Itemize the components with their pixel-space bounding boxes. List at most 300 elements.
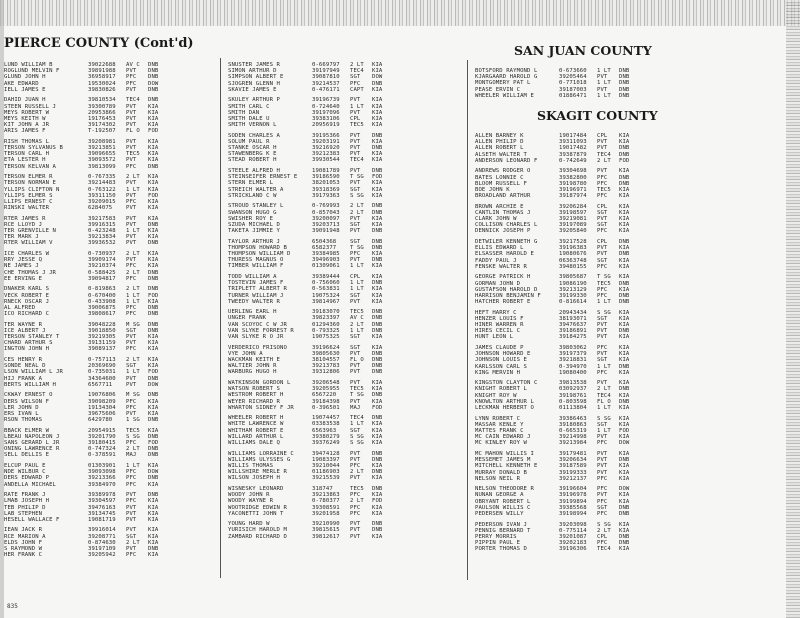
record-status: KIA (619, 228, 630, 235)
record-rank: PVT (597, 245, 608, 252)
record-status: DNB (372, 257, 383, 264)
record-name: KNOWLTON ARTHUR L (475, 398, 534, 405)
record-status: DNB (372, 456, 383, 463)
record-name: MEYS KEITH W (4, 115, 46, 122)
record-status: DOW (148, 80, 159, 87)
record-status: DNB (148, 417, 159, 424)
record-status: DNB (148, 446, 159, 453)
record-group (228, 239, 388, 270)
record-name: SANS GERARD L JR (4, 440, 60, 447)
record-name: STROUD STANLEY L (228, 203, 284, 210)
record-status: KIA (148, 516, 159, 523)
record-status: DNB (372, 450, 383, 457)
record-service-number: 0-378591 (88, 452, 116, 459)
record-rank: PVT (597, 328, 608, 335)
record-group (228, 521, 388, 540)
record-name: ONING LAWRENCE R (4, 446, 60, 453)
record-row (475, 93, 635, 99)
record-name: TOSTEVIN JAMES F (228, 280, 284, 287)
record-rank: 1 LT (126, 462, 140, 469)
record-service-number: 6429780 (88, 417, 113, 424)
record-service-number: 39208771 (88, 533, 116, 540)
record-row (475, 476, 635, 482)
record-name: PIPPIN PAUL E (475, 540, 521, 547)
record-service-number: 20953866 (88, 109, 116, 116)
record-status: KIA (148, 215, 159, 222)
record-rank: PFC (597, 180, 608, 187)
record-group (475, 345, 635, 376)
record-name: STERN ELMER L (228, 180, 274, 187)
record-name: RSON THOMAS (4, 417, 43, 424)
record-group (228, 345, 388, 376)
record-name: BBACK ELMER W (4, 427, 50, 434)
record-service-number: 39214537 (312, 80, 340, 87)
record-rank: TEC5 (350, 309, 364, 316)
record-status: KIA (148, 334, 159, 341)
record-service-number: 03383538 (312, 421, 340, 428)
record-status: KIA (148, 205, 159, 212)
record-status: DNB (372, 309, 383, 316)
record-name: PAULSON WILLIS C (475, 504, 531, 511)
record-service-number: 39808617 (88, 311, 116, 318)
record-rank: PVT (126, 381, 137, 388)
record-name: KNIGHT ROY W (475, 392, 517, 399)
record-service-number: 39214483 (88, 180, 116, 187)
record-rank: PFC (597, 292, 608, 299)
record-service-number: 39916315 (88, 221, 116, 228)
record-rank: 1 LT (597, 92, 611, 99)
record-service-number: 19081789 (312, 167, 340, 174)
record-status: KIA (372, 433, 383, 440)
record-status: KIA (148, 427, 159, 434)
record-row (4, 240, 164, 246)
record-name: RNECK OSCAR J (4, 298, 50, 305)
record-name: MATTES FRANK C (475, 428, 524, 434)
record-row (228, 534, 388, 540)
skagit-county-heading: SKAGIT COUNTY (537, 108, 658, 123)
record-status: KIA (148, 251, 159, 258)
record-rank: SGT (350, 344, 361, 351)
record-service-number: 0-763122 (88, 186, 116, 193)
record-service-number: 19086190 (559, 280, 587, 287)
record-rank: PVT (597, 86, 608, 93)
record-service-number: 39197096 (312, 109, 340, 116)
record-rank: PVT (126, 192, 137, 199)
record-status: DNB (619, 363, 630, 370)
record-status: KIA (372, 221, 383, 228)
record-group (4, 139, 164, 170)
record-name: MITCHELL KENNETH E (475, 463, 538, 470)
record-status: DNB (148, 86, 159, 93)
record-status: KIA (372, 138, 383, 145)
record-name: LMAB JOSEPH H (4, 498, 50, 505)
record-name: WATKINSON GORDON L (228, 379, 291, 386)
record-rank: CPL (350, 273, 361, 280)
record-rank: PVT (597, 457, 608, 464)
record-rank: 1 LT (597, 363, 611, 370)
record-status: DNB (148, 327, 159, 334)
record-rank: 2 LT (350, 203, 364, 210)
record-group (4, 527, 164, 558)
record-status: KIA (148, 533, 159, 540)
record-status: KIA (148, 357, 159, 363)
record-rank: PVT (126, 492, 137, 499)
record-service-number: 03092937 (559, 386, 587, 393)
record-status: DNB (148, 275, 159, 282)
record-rank: PVT (126, 122, 137, 129)
record-service-number: 39216920 (312, 145, 340, 152)
record-status: KIA (372, 109, 383, 116)
record-status: KIA (148, 180, 159, 187)
record-rank: PVT (350, 527, 361, 534)
record-service-number: 39805630 (312, 350, 340, 357)
record-row (228, 440, 388, 446)
record-name: PEASE ERVIN C (475, 86, 521, 93)
record-name: STRICKLAND C W (228, 192, 277, 199)
record-name: NE JAMES J (4, 263, 39, 270)
record-name: YLLIPS ELMER S (4, 192, 53, 199)
record-rank: SGT (597, 257, 608, 264)
record-rank: SGT (126, 533, 137, 540)
record-service-number: 39187589 (559, 463, 587, 470)
record-name: STEAD ROBERT H (228, 157, 277, 164)
record-name: LER JOHN D (4, 404, 39, 411)
record-status: DNB (372, 167, 383, 174)
record-service-number: 39210990 (312, 521, 340, 528)
record-service-number: 0-780377 (312, 498, 340, 505)
record-status: KIA (372, 62, 383, 68)
record-name: TAYLOR ARTHUR J (228, 238, 281, 245)
record-rank: S SG (350, 192, 364, 199)
record-status: DOW (148, 469, 159, 476)
record-rank: PVT (126, 221, 137, 228)
record-service-number: 39087810 (312, 74, 340, 81)
record-service-number: 39201958 (312, 510, 340, 517)
record-service-number: 39186891 (559, 328, 587, 335)
record-service-number: 39201790 (88, 433, 116, 440)
record-rank: PFC (597, 498, 608, 505)
record-rank: T SG (597, 274, 611, 281)
record-service-number: 39134745 (88, 510, 116, 517)
record-service-number: 39203098 (559, 521, 587, 528)
record-status: DNB (619, 299, 630, 306)
record-rank: PVT (126, 215, 137, 222)
record-name: MURRAY DONALD B (475, 469, 528, 476)
record-status: KIA (372, 379, 383, 386)
record-rank: PVT (126, 180, 137, 187)
record-service-number: 0-735031 (88, 369, 116, 376)
record-rank: TEC5 (350, 122, 364, 129)
record-service-number: 39930544 (312, 157, 340, 164)
record-status: DNB (148, 68, 159, 75)
record-rank: 2 LT (350, 498, 364, 505)
record-rank: TEC5 (350, 485, 364, 492)
record-service-number: 39385568 (559, 504, 587, 511)
record-row (4, 128, 164, 134)
record-rank: PVT (350, 180, 361, 187)
record-rank: 1 LT (126, 186, 140, 193)
record-status: KIA (619, 209, 630, 216)
record-name: GORMAN JOHN D (475, 280, 521, 287)
record-status: KIA (148, 527, 159, 534)
record-name: EE ERVING E (4, 275, 43, 282)
record-status: DNB (148, 433, 159, 440)
record-service-number: 39212383 (312, 151, 340, 158)
record-status: DOW (619, 486, 630, 493)
record-rank: 2 LT (126, 286, 140, 293)
record-rank: SGT (126, 327, 137, 334)
record-status: KIA (148, 198, 159, 205)
record-rank: S SG (350, 433, 364, 440)
record-name: AKE EDWARD (4, 80, 39, 87)
record-name: ALLEN ROBERT L (475, 145, 524, 152)
record-rank: SGT (350, 74, 361, 81)
record-rank: PVT (350, 450, 361, 457)
record-rank: M SG (126, 321, 140, 328)
record-row (4, 517, 164, 523)
record-service-number: 39219081 (559, 216, 587, 223)
record-name: ANDELLA MICHAEL (4, 481, 57, 488)
record-rank: 2 LT (597, 386, 611, 393)
record-service-number: 0-394970 (559, 363, 587, 370)
record-status: DNB (372, 244, 383, 251)
record-name: FENSKE WALTER R (475, 263, 528, 270)
record-name: LAB STEPHEN (4, 510, 43, 517)
record-name: STANKE OSCAR H (228, 145, 277, 152)
record-service-number: 39812617 (312, 533, 340, 540)
column-divider-2 (467, 60, 468, 580)
record-name: TAKETA JIMMIE Y (228, 228, 281, 235)
record-service-number: 39180415 (88, 440, 116, 447)
record-status: KIA (372, 215, 383, 222)
record-name: LSON WILLIAM L JR (4, 369, 63, 376)
record-name: TER GRENVILLE N (4, 228, 57, 235)
record-name: YLLIPS CLIFTON N (4, 186, 60, 193)
record-status: KIA (619, 309, 630, 316)
record-service-number: 39208981 (88, 138, 116, 145)
record-name: WILLIAMS LORRAINE C (228, 450, 294, 457)
record-name: STEELE ALFRED H (228, 167, 281, 174)
record-rank: S SG (350, 440, 364, 447)
record-rank: 1 LT (350, 263, 364, 270)
record-group (4, 97, 164, 134)
record-rank: 1 LT (597, 428, 611, 434)
record-service-number: 39205464 (559, 74, 587, 81)
record-name: WILSON JOSEPH H (228, 475, 281, 482)
record-rank: PVT (350, 363, 361, 370)
record-status: KIA (148, 462, 159, 469)
record-rank: SGT (597, 421, 608, 428)
record-name: RATE FRANK J (4, 492, 46, 499)
record-group (4, 251, 164, 282)
record-name: LYNN ROBERT C (475, 415, 521, 422)
record-status: DNB (619, 398, 630, 405)
record-name: FADDY PAUL J (475, 257, 517, 264)
record-row (228, 228, 388, 234)
record-service-number: 20943434 (559, 309, 587, 316)
record-name: SODEN CHARLES A (228, 132, 281, 139)
record-status: DOW (148, 381, 159, 388)
record-row (4, 276, 164, 282)
record-rank: SGT (597, 315, 608, 322)
record-service-number: 19074457 (312, 415, 340, 422)
record-row (228, 299, 388, 305)
record-name: ARIS JAMES F (4, 128, 46, 135)
record-status: KIA (372, 86, 383, 93)
record-name: TERSON STANLEY T (4, 334, 60, 341)
record-service-number: 39384970 (88, 481, 116, 488)
record-name: HESELL WALLACE F (4, 516, 60, 523)
record-row (475, 299, 635, 305)
record-status: KIA (148, 404, 159, 411)
record-rank: PVT (126, 68, 137, 75)
record-name: BROWN ARCHIE E (475, 203, 524, 210)
record-service-number: 39916014 (88, 527, 116, 534)
record-name: STEEN RUSSELL J (4, 103, 57, 110)
record-status: KIA (372, 292, 383, 299)
record-name: NUNAN GEORGE A (475, 492, 524, 499)
record-name: PEDERSON IVAN J (475, 521, 528, 528)
record-group (475, 380, 635, 411)
record-service-number: 01303901 (88, 462, 116, 469)
record-service-number: 39183070 (312, 309, 340, 316)
record-group (228, 203, 388, 234)
record-status: FOD (148, 440, 159, 447)
record-rank: PFC (126, 263, 137, 270)
record-name: ALSETH WALTER T (475, 151, 528, 158)
record-name: ELDS JOHN F (4, 539, 43, 546)
record-name: TERSON CARL H (4, 151, 50, 158)
record-status: KIA (372, 533, 383, 540)
san-juan-column (475, 68, 635, 103)
record-group (475, 133, 635, 164)
record-name: TRIPLETT ALBERT R (228, 286, 287, 293)
record-rank: PVT (597, 251, 608, 258)
record-status: KIA (148, 363, 159, 370)
record-status: KIA (619, 405, 630, 412)
record-name: VAN SLYKE FORREST R (228, 327, 294, 334)
record-status: KIA (619, 334, 630, 341)
record-service-number: 39196604 (559, 486, 587, 493)
record-status: DNB (372, 415, 383, 422)
record-status: KIA (619, 203, 630, 210)
record-status: FOD (619, 428, 630, 434)
record-name: NDE WILBUR C (4, 469, 46, 476)
record-name: JAMES CLAUDE P (475, 344, 524, 351)
record-group (475, 168, 635, 199)
record-status: KIA (372, 504, 383, 511)
record-group (475, 451, 635, 482)
record-row (475, 158, 635, 164)
record-status: KIA (148, 298, 159, 305)
record-rank: 1 LT (126, 298, 140, 305)
record-status: DNB (619, 280, 630, 287)
record-rank: FL O (597, 398, 611, 405)
record-name: ICO RICHARD C (4, 311, 50, 318)
record-name: PEDERSEN WILLY (475, 511, 524, 518)
record-rank: 2 LT (126, 174, 140, 181)
record-rank: PVT (126, 86, 137, 93)
record-status: KIA (619, 193, 630, 200)
record-name: WEYER RICHARD R (228, 398, 281, 405)
record-name: VAN SLYKE R O JR (228, 334, 284, 341)
record-rank: PFC (350, 80, 361, 87)
record-rank: PVT (126, 410, 137, 417)
record-status: DNB (148, 492, 159, 499)
record-name: THOMPSON HOWARD B (228, 244, 287, 251)
record-rank: PFC (597, 475, 608, 482)
record-service-number: 39197949 (312, 68, 340, 75)
record-status: KIA (372, 386, 383, 393)
record-name: SIMON ARTHUR D (228, 68, 277, 75)
record-rank: 1 LT (597, 405, 611, 412)
record-status: FOD (372, 498, 383, 505)
record-status: KIA (372, 510, 383, 517)
record-rank: CPL (597, 533, 608, 540)
record-service-number: 39386463 (559, 415, 587, 422)
record-name: RRY JESSE Q (4, 257, 43, 264)
record-status: KIA (148, 103, 159, 110)
record-name: MONTGOMERY PAT L (475, 80, 531, 87)
record-rank: 1 LT (350, 103, 364, 110)
record-rank: PVT (597, 74, 608, 81)
record-service-number: 39218831 (559, 357, 587, 364)
record-status: DNB (148, 304, 159, 311)
record-service-number: 0-757113 (88, 357, 116, 363)
record-rank: PVT (126, 516, 137, 523)
record-name: WISNESKY LEONARD (228, 485, 284, 492)
record-service-number: 01886471 (559, 92, 587, 99)
record-name: SOLUM PAUL R (228, 138, 270, 145)
record-status: DNB (148, 269, 159, 276)
record-group (228, 309, 388, 340)
record-name: WATSON ROBERT S (228, 386, 281, 393)
record-rank: PFC (126, 498, 137, 505)
record-status: KIA (619, 434, 630, 441)
record-name: SJOGREN GLENN H (228, 80, 281, 87)
record-service-number: 0-819863 (88, 286, 116, 293)
record-group (4, 463, 164, 488)
record-service-number: 0-673660 (559, 68, 587, 74)
record-rank: SGT (350, 334, 361, 341)
record-status: DNB (148, 286, 159, 293)
record-name: NELSON NEIL R (475, 475, 521, 482)
record-name: IEAN JACK R (4, 527, 43, 534)
record-service-number: T-192507 (88, 128, 116, 135)
record-rank: PFC (350, 251, 361, 258)
record-status: KIA (372, 344, 383, 351)
record-name: INGTON JOHN H (4, 346, 50, 353)
record-name: HINER WARREN R (475, 322, 524, 329)
record-service-number: 0-433908 (88, 298, 116, 305)
record-rank: PVT (597, 463, 608, 470)
record-service-number: 39196624 (312, 344, 340, 351)
record-rank: PVT (597, 492, 608, 499)
record-service-number: 0-775114 (559, 527, 587, 534)
record-group (228, 274, 388, 305)
record-name: WARBURG HUGO H (228, 369, 277, 376)
record-status: DNB (619, 511, 630, 518)
record-rank: PVT (126, 546, 137, 553)
record-rank: PFC (126, 198, 137, 205)
record-group (475, 416, 635, 447)
record-row (475, 334, 635, 340)
record-service-number: 39096655 (88, 151, 116, 158)
record-service-number: 6504368 (312, 238, 337, 245)
record-rank: 2 LT (126, 269, 140, 276)
record-status: KIA (148, 340, 159, 347)
record-rank: 2 LT (350, 321, 364, 328)
